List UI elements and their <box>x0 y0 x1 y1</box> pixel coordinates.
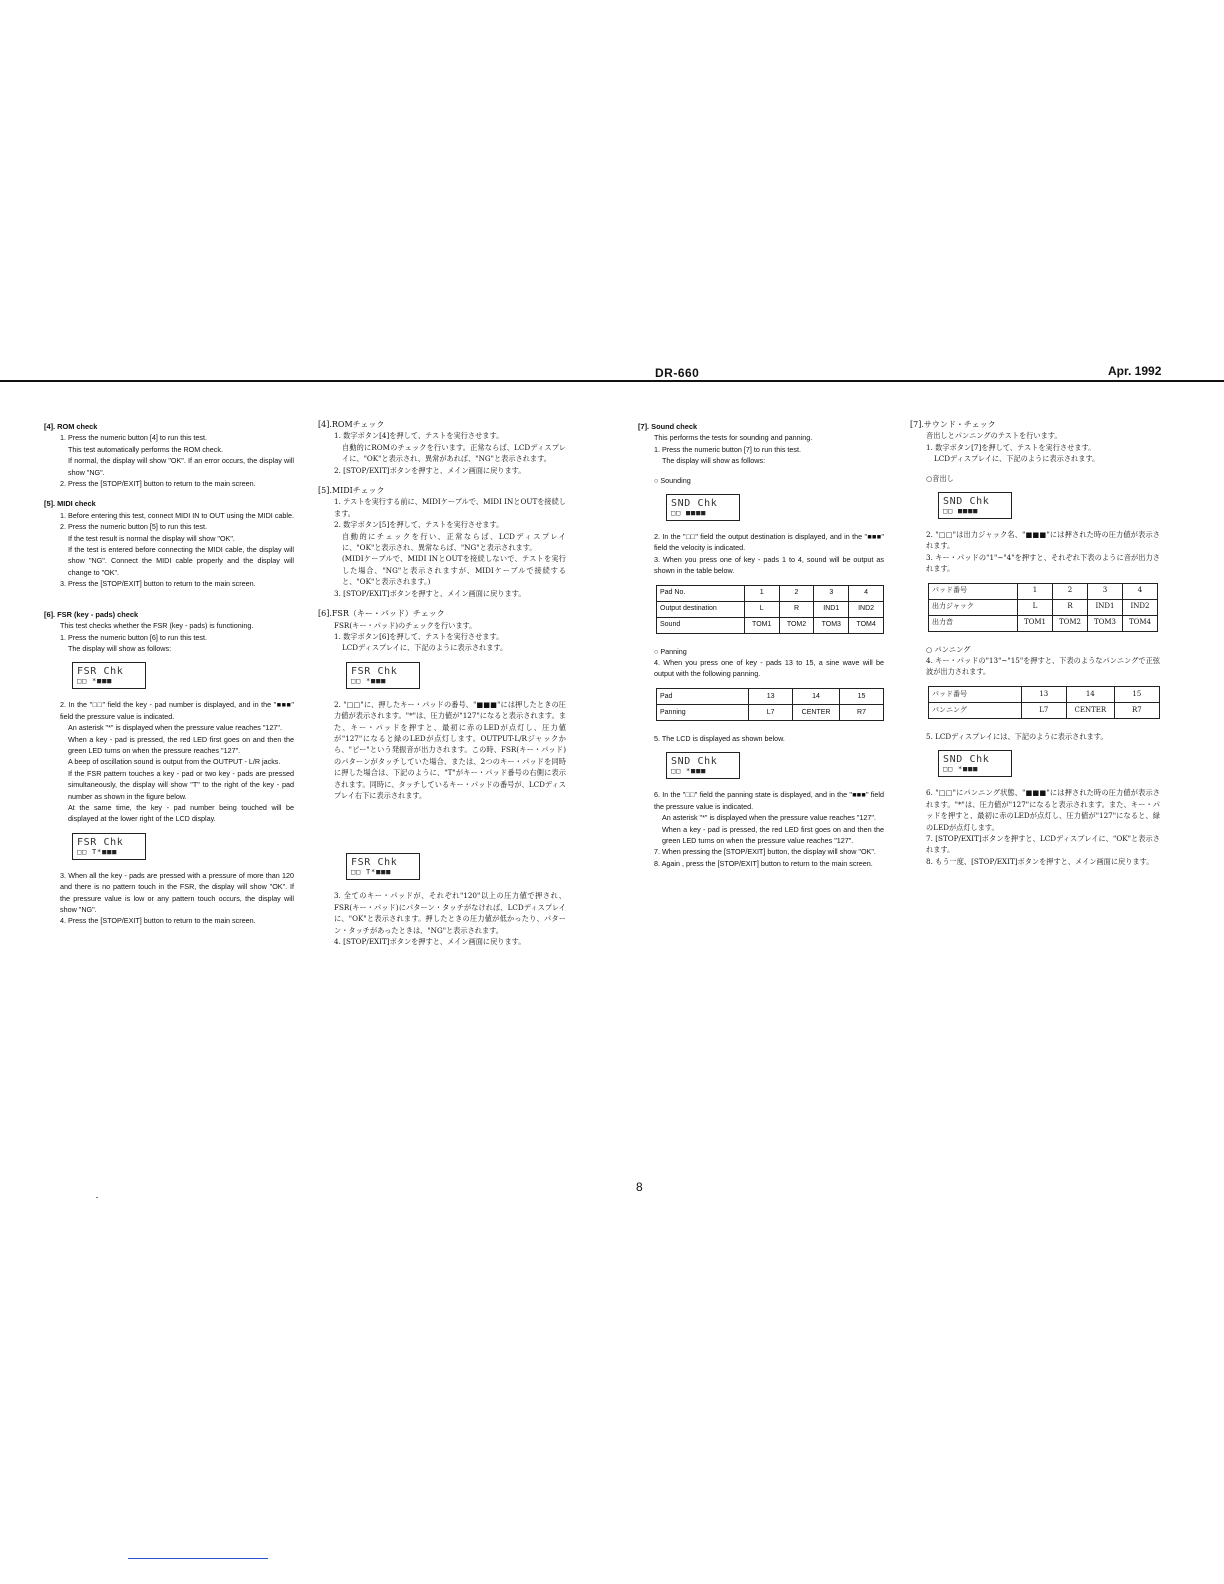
table-row <box>929 686 1160 702</box>
table-row <box>929 599 1158 615</box>
step-text: 1. Press the numeric button [7] to run this test. <box>654 444 802 454</box>
lcd-line-2: □□ *■■■ <box>943 765 979 774</box>
step-text: 1. Press the numeric button [6] to run this test. <box>60 632 208 642</box>
step-text: 3. キー・パッドの"1"~"4"を押すと、それぞれ下表のように音が出力されます。 <box>926 552 1160 574</box>
scan-speck <box>96 1197 98 1198</box>
lcd-line-2: □□ ■■■■ <box>671 509 707 518</box>
step-text: This test checks whether the FSR (key - pads) is functioning. <box>60 621 254 631</box>
table-cell: R7 <box>840 704 884 720</box>
step-text: 2. "□□"に、押したキー・パッドの番号、"■■■"には押したときの圧力値が表示されます。"*"は、圧力値が"127"になると表示されます。また、キー・パッドを押すと、最初に赤のLEDが点灯し、圧力値が"127"になると緑のLEDが点灯します。OUTPUT-L/Rジャックから、"ピー"という発振音が出力されます。この時、FSR(キー・パッド)のパターンがタッチしていた場合、または、2つのキー・パッドを同時に押した場合は、下記のように、"T"がキー・パッド番号の右側に表示されます。同時に、タッチしているキー・パッドの番号が、LCDディスプレイ右下に表示されます。 <box>334 699 566 800</box>
table-cell: L <box>744 601 779 617</box>
lcd-line-2: □□ ■■■■ <box>943 507 979 516</box>
lcd-display <box>346 853 420 880</box>
table-row-label: Output destination <box>657 601 745 617</box>
step-text: If the test result is normal the display will show "OK". <box>68 533 235 543</box>
subsection-label: ○音出し <box>926 473 954 483</box>
table-cell: CENTER <box>793 704 840 720</box>
table-row-label: 出力音 <box>929 615 1018 631</box>
lcd-line-1: SND Chk <box>671 756 718 768</box>
step-text: 5. LCDディスプレイには、下記のように表示されます。 <box>926 731 1108 741</box>
table-cell: TOM4 <box>1123 615 1158 631</box>
step-text: This performs the tests for sounding and panning. <box>654 433 813 443</box>
step-text: The display will show as follows: <box>68 643 172 653</box>
lcd-line-1: SND Chk <box>943 496 990 508</box>
section-heading: [7].サウンド・チェック <box>910 420 996 429</box>
table-row <box>657 688 884 704</box>
step-text: An asterisk "*" is displayed when the pressure value reaches "127". <box>662 813 876 823</box>
table-row <box>657 704 884 720</box>
table-cell: 14 <box>793 688 840 704</box>
table-cell: CENTER <box>1066 702 1114 718</box>
table-cell: 2 <box>779 585 814 601</box>
japanese-right-column <box>910 419 1160 867</box>
step-text: 2. In the "□□" field the key - pad number is displayed, and in the "■■■" field the pressure value is indicated. <box>60 700 294 721</box>
table-cell: 14 <box>1066 686 1114 702</box>
step-text: 7. [STOP/EXIT]ボタンを押すと、LCDディスプレイに、"OK"と表示されます。 <box>926 833 1160 855</box>
bottom-link-line <box>128 1558 268 1559</box>
step-text: A beep of oscillation sound is output from the OUTPUT - L/R jacks. <box>68 757 281 767</box>
lcd-line-2: □□ *■■■ <box>351 676 387 685</box>
table-row-label: パッド番号 <box>929 583 1018 599</box>
document-date: Apr. 1992 <box>1108 364 1162 378</box>
lcd-display <box>938 492 1012 519</box>
subsection-label: ○ Sounding <box>654 475 691 485</box>
table-cell: R <box>779 601 814 617</box>
step-text: 1. 数字ボタン[7]を押して、テストを実行させます。 <box>926 442 1096 452</box>
table-row <box>657 617 884 633</box>
table-cell: L7 <box>749 704 793 720</box>
section-heading: [5]. MIDI check <box>44 499 96 509</box>
step-text: 6. "□□"にパンニング状態、"■■■"には押された時の圧力値が表示されます。"*"は、圧力値が"127"になると表示されます。また、キー・パッドを押すと、最初に赤のLEDが点灯し、圧力値が"127"になると、緑のLEDが点灯します。 <box>926 788 1160 832</box>
step-text: 3. When all the key - pads are pressed with a pressure of more than 120 and there is no pattern touch in the FSR, the display will show "OK". If the pressure value is low or any pattern touch occurs, the display will show "NG". <box>60 870 294 914</box>
lcd-line-2: □□ T*■■■ <box>77 847 118 856</box>
step-text: 4. Press the [STOP/EXIT] button to return to the main screen. <box>60 916 256 926</box>
table-row-label: 出力ジャック <box>929 599 1018 615</box>
step-text: FSR(キー・パッド)のチェックを行います。 <box>334 620 477 630</box>
subsection-label: ○ Panning <box>654 646 687 656</box>
table-cell: TOM1 <box>1018 615 1053 631</box>
step-text: 1. Before entering this test, connect MIDI IN to OUT using the MIDI cable. <box>60 510 294 520</box>
step-text: 2. In the "□□" field the output destination is displayed, and in the "■■■" field the velocity is indicated. <box>654 532 884 553</box>
fsr-check-section <box>44 609 294 927</box>
table-cell: TOM3 <box>814 617 849 633</box>
lcd-line-2: □□ T*■■■ <box>351 868 392 877</box>
rom-check-section <box>44 421 294 489</box>
step-text: 自動的にチェックを行い、正常ならば、LCDディスプレイに、"OK"と表示され、異常ならば、"NG"と表示されます。 <box>342 531 566 553</box>
table-cell: TOM4 <box>849 617 884 633</box>
step-text: When a key - pad is pressed, the red LED first goes on and then the green LED turns on when the pressure reaches "127". <box>68 734 294 755</box>
page-number: 8 <box>636 1180 643 1194</box>
table-cell: IND2 <box>849 601 884 617</box>
document-model: DR-660 <box>655 366 700 380</box>
table-row <box>657 601 884 617</box>
step-text: 1. Press the numeric button [4] to run this test. <box>60 433 208 443</box>
step-text: 1. 数字ボタン[6]を押して、テストを実行させます。 <box>334 631 504 641</box>
step-text: 4. キー・パッドの"13"~"15"を押すと、下表のようなパンニングで正弦波が出力されます。 <box>926 656 1160 677</box>
table-cell: IND2 <box>1123 599 1158 615</box>
table-cell: 2 <box>1053 583 1088 599</box>
midi-check-section-jp <box>318 485 566 599</box>
table-row <box>929 702 1160 718</box>
table-row-label: Panning <box>657 704 749 720</box>
step-text: 音出しとパンニングのテストを行います。 <box>926 431 1062 441</box>
step-text: An asterisk "*" is displayed when the pressure value reaches "127". <box>68 723 282 733</box>
step-text: 3. 全てのキー・パッドが、それぞれ"120"以上の圧力値で押され、FSR(キー・パッド)にパターン・タッチがなければ、LCDディスプレイに、"OK"と表示されます。押したときの圧力値が低かったり、パターン・タッチがあったときは、"NG"と表示されます。 <box>334 891 566 935</box>
table-cell: TOM2 <box>779 617 814 633</box>
table-cell: TOM3 <box>1088 615 1123 631</box>
step-text: 2. 数字ボタン[5]を押して、テストを実行させます。 <box>334 520 504 530</box>
lcd-display <box>666 494 740 521</box>
step-text: 3. When you press one of key - pads 1 to 4, sound will be output as shown in the table below. <box>654 554 884 576</box>
table-row-label: Pad <box>657 688 749 704</box>
table-cell: R7 <box>1114 702 1159 718</box>
table-row <box>929 583 1158 599</box>
step-text: LCDディスプレイに、下記のように表示されます。 <box>342 643 508 653</box>
lcd-line-1: FSR Chk <box>351 857 398 869</box>
section-heading: [4].ROMチェック <box>318 420 385 429</box>
pad-output-table <box>656 585 884 634</box>
step-text: 1. 数字ボタン[4]を押して、テストを実行させます。 <box>334 431 504 441</box>
step-text: This test automatically performs the ROM check. <box>68 444 223 454</box>
panning-table <box>656 688 884 721</box>
table-cell: 15 <box>840 688 884 704</box>
rom-check-section-jp <box>318 419 566 476</box>
step-text: 2. Press the numeric button [5] to run this test. <box>60 522 208 532</box>
lcd-line-1: FSR Chk <box>77 666 124 678</box>
table-row-label: Pad No. <box>657 585 745 601</box>
subsection-label: ○ パンニング <box>926 644 971 654</box>
step-text: 3. Press the [STOP/EXIT] button to return to the main screen. <box>60 579 256 589</box>
step-text: LCDディスプレイに、下記のように表示されます。 <box>934 454 1100 464</box>
table-row-label: パンニング <box>929 702 1022 718</box>
step-text: 8. Again , press the [STOP/EXIT] button to return to the main screen. <box>654 858 873 868</box>
table-cell: R <box>1053 599 1088 615</box>
lcd-display <box>666 752 740 779</box>
section-heading: [6]. FSR (key - pads) check <box>44 609 139 619</box>
step-text: 6. In the "□□" field the panning state is displayed, and in the "■■■" field the pressure value is indicated. <box>654 790 884 811</box>
header-rule <box>0 380 1224 382</box>
step-text: If the FSR pattern touches a key - pad or two key - pads are pressed simultaneously, the display will show "T" to the right of the key - pad number as shown in the figure below. <box>68 768 294 801</box>
step-text: 2. "□□"は出力ジャック名、"■■■"には押された時の圧力値が表示されます。 <box>926 530 1160 551</box>
step-text: If the test is entered before connecting the MIDI cable, the display will show "NG". Connect the MIDI cable properly and the display will change to "OK". <box>68 545 294 577</box>
step-text: 自動的にROMのチェックを行います。正常ならば、LCDディスプレイに、"OK"と表示され、異常があれば、"NG"と表示されます。 <box>342 442 566 464</box>
table-cell: 3 <box>814 585 849 601</box>
step-text: 4. When you press one of key - pads 13 to 15, a sine wave will be output with the following panning. <box>654 658 884 679</box>
table-cell: IND1 <box>1088 599 1123 615</box>
table-cell: 1 <box>744 585 779 601</box>
step-text: When a key - pad is pressed, the red LED first goes on and then the green LED turns on when the pressure value reaches "127". <box>662 824 884 845</box>
step-text: The display will show as follows: <box>662 456 766 466</box>
step-text: 2. Press the [STOP/EXIT] button to return to the main screen. <box>60 479 256 489</box>
lcd-display <box>938 750 1012 777</box>
section-heading: [5].MIDIチェック <box>318 486 385 496</box>
table-cell: TOM2 <box>1053 615 1088 631</box>
lcd-display <box>72 662 146 689</box>
table-cell: 13 <box>1021 686 1066 702</box>
lcd-line-1: SND Chk <box>943 754 990 766</box>
lcd-display <box>72 833 146 860</box>
table-cell: 15 <box>1114 686 1159 702</box>
table-cell: 1 <box>1018 583 1053 599</box>
table-row-label: パッド番号 <box>929 686 1022 702</box>
table-cell: 13 <box>749 688 793 704</box>
step-text: 4. [STOP/EXIT]ボタンを押すと、メイン画面に戻ります。 <box>334 937 526 946</box>
table-cell: L7 <box>1021 702 1066 718</box>
panning-table-jp <box>928 686 1160 719</box>
lcd-line-1: FSR Chk <box>77 836 124 848</box>
english-left-column <box>44 421 294 936</box>
lcd-line-1: SND Chk <box>671 498 718 510</box>
table-cell: TOM1 <box>744 617 779 633</box>
section-heading: [7]. Sound check <box>638 422 698 431</box>
english-right-column <box>638 421 884 869</box>
table-cell: L <box>1018 599 1053 615</box>
table-row <box>657 585 884 601</box>
section-heading: [6].FSR（キー・パッド）チェック <box>318 609 445 619</box>
table-cell: 4 <box>1123 583 1158 599</box>
table-row-label: Sound <box>657 617 745 633</box>
lcd-display <box>346 662 420 689</box>
table-row <box>929 615 1158 631</box>
step-text: 1. テストを実行する前に、MIDIケーブルで、MIDI INとOUTを接続します。 <box>334 497 566 518</box>
section-heading: [4]. ROM check <box>44 422 98 431</box>
step-text: 8. もう一度、[STOP/EXIT]ボタンを押すと、メイン画面に戻ります。 <box>926 856 1154 866</box>
step-text: 7. When pressing the [STOP/EXIT] button, the display will show "OK". <box>654 847 876 857</box>
step-text: (MIDIケーブルで、MIDI INとOUTを接続しないで、テストを実行した場合、"NG"と表示されますが、MIDIケーブルで接続すると、"OK"と表示されます。) <box>342 554 566 587</box>
table-cell: IND1 <box>814 601 849 617</box>
fsr-check-section-jp <box>318 608 566 947</box>
step-text: At the same time, the key - pad number being touched will be displayed at the lower right of the LCD display. <box>68 802 294 824</box>
table-cell: 3 <box>1088 583 1123 599</box>
lcd-line-2: □□ *■■■ <box>77 677 113 686</box>
midi-check-section <box>44 498 294 589</box>
step-text: If normal, the display will show "OK". If an error occurs, the display will show "NG". <box>68 456 294 477</box>
lcd-line-1: FSR Chk <box>351 665 398 677</box>
japanese-left-column <box>318 419 566 956</box>
step-text: 5. The LCD is displayed as shown below. <box>654 733 785 743</box>
table-cell: 4 <box>849 585 884 601</box>
step-text: 3. [STOP/EXIT]ボタンを押すと、メイン画面に戻ります。 <box>334 588 526 598</box>
lcd-line-2: □□ *■■■ <box>671 767 707 776</box>
pad-output-table-jp <box>928 583 1158 632</box>
step-text: 2. [STOP/EXIT]ボタンを押すと、メイン画面に戻ります。 <box>334 465 526 475</box>
